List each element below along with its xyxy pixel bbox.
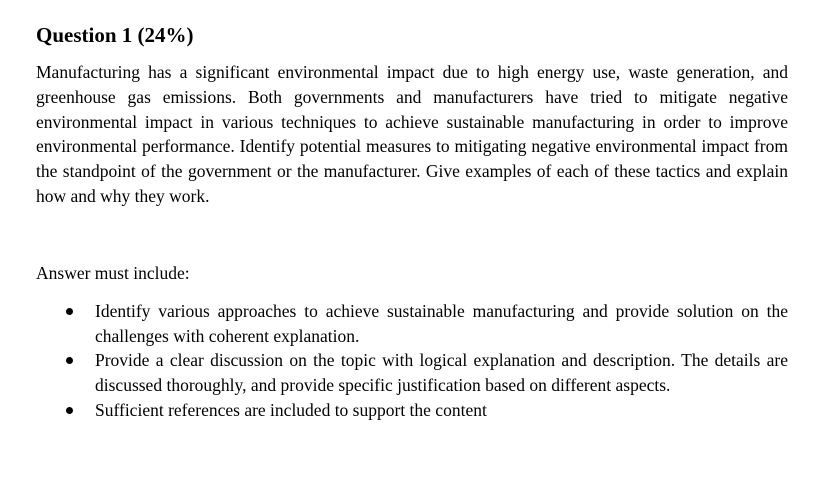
list-item-text: Provide a clear discussion on the topic with logical explanation and description. The details are discussed thoroughly, and provide specific justification based on different aspects. [95, 350, 788, 396]
bullet-icon [66, 308, 73, 315]
bullet-icon [66, 357, 73, 364]
question-title: Question 1 (24%) [36, 23, 194, 47]
list-item-text: Identify various approaches to achieve sustainable manufacturing and provide solution on the challenges with coherent explanation. [95, 300, 788, 346]
list-item-text: Sufficient references are included to support the content [95, 399, 487, 420]
list-item [95, 348, 788, 398]
answer-requirements-list [36, 299, 788, 423]
list-item [95, 299, 788, 349]
question-body: Manufacturing has a significant environmental impact due to high energy use, waste generation, and greenhouse gas emissions. Both governments and manufacturers have tried to mitigate negative environmental impact in various techniques to achieve sustainable manufacturing in order to improve environmental performance. Identify potential measures to mitigating negative environmental impact from the standpoint of the government or the manufacturer. Give examples of each of these tactics and explain how and why they work. [36, 62, 788, 206]
document [36, 20, 788, 423]
bullet-icon [66, 407, 73, 414]
list-item [95, 398, 788, 423]
answer-requirements-heading: Answer must include: [36, 262, 190, 283]
